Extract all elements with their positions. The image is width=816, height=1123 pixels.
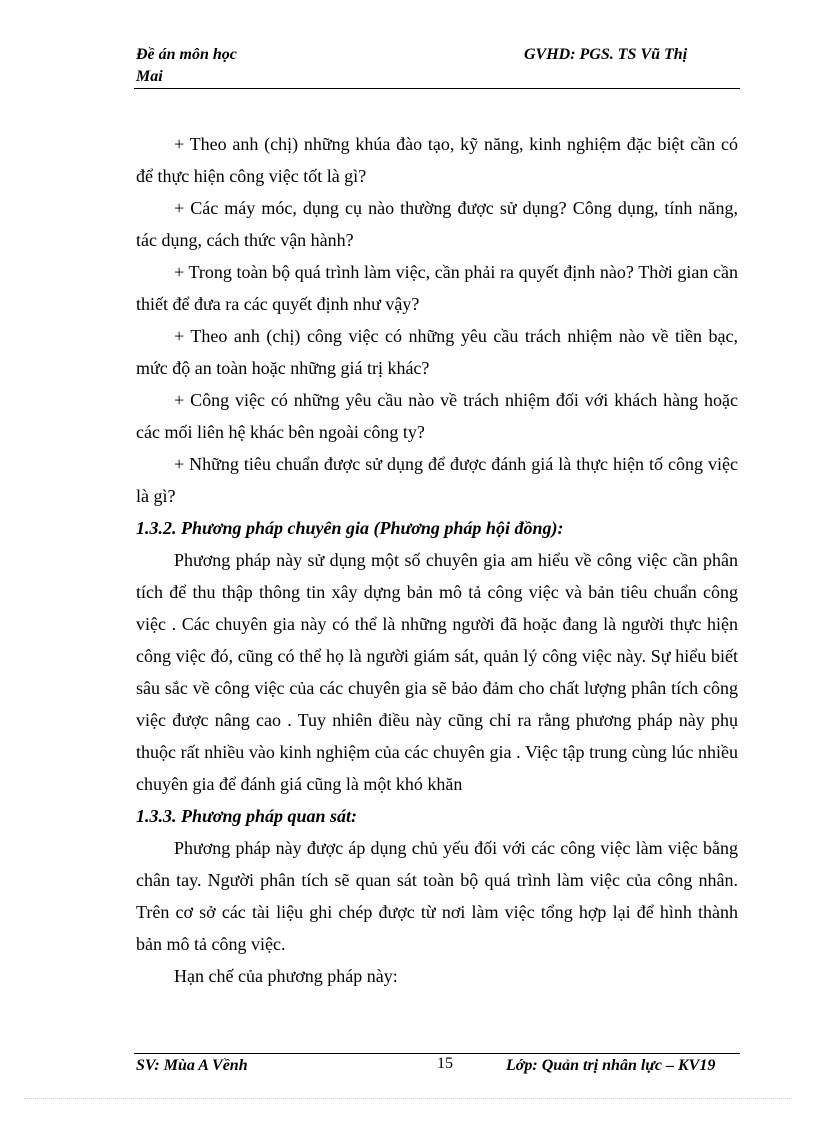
paragraph-expert-method: Phương pháp này sử dụng một số chuyên gia am hiểu về công việc cần phân tích để thu thập thông tin xây dựng bản mô tả công việc và bản tiêu chuẩn công việc . Các chuyên gia này có thể là những người đã hoặc đang là người thực hiện công việc đó, cũng có thể họ là người giám sát, quản lý công việc này. Sự hiểu biết sâu sắc về công việc của các chuyên gia sẽ bảo đảm cho chất lượng phân tích công việc được nâng cao . Tuy nhiên điều này cũng chỉ ra rằng phương pháp này phụ thuộc rất nhiều vào kinh nghiệm của các chuyên gia . Việc tập trung cùng lúc nhiều chuyên gia để đánh giá cũng là một khó khăn [136,550,738,794]
header-supervisor-name-continued: Mai [136,68,163,85]
paragraph-observation-method: Phương pháp này được áp dụng chủ yếu đối với các công việc làm việc bằng chân tay. Người phân tích sẽ quan sát toàn bộ quá trình làm việc của công nhân. Trên cơ sở các tài liệu ghi chép được từ nơi làm việc tổng hợp lại để hình thành bản mô tả công việc. [136,838,738,954]
paragraph-question-training: + Theo anh (chị) những khúa đào tạo, kỹ năng, kinh nghiệm đặc biệt cần có để thực hiện công việc tốt là gì? [136,134,738,186]
section-heading-observation-method: 1.3.3. Phương pháp quan sát: [136,806,357,826]
header-course-title: Đề án môn học [136,46,237,63]
paragraph-question-equipment: + Các máy móc, dụng cụ nào thường được sử dụng? Công dụng, tính năng, tác dụng, cách thức vận hành? [136,198,738,250]
paragraph-question-customers: + Công việc có những yêu cầu nào về trách nhiệm đối với khách hàng hoặc các mối liên hệ khác bên ngoài công ty? [136,390,738,442]
header-supervisor: GVHD: PGS. TS Vũ Thị [524,46,688,63]
header-divider [134,88,740,89]
section-heading-expert-method: 1.3.2. Phương pháp chuyên gia (Phương pháp hội đồng): [136,518,564,538]
page-bottom-dotted-line [24,1098,792,1099]
document-body [136,128,738,992]
footer-student: SV: Mùa A Vềnh [136,1057,248,1074]
paragraph-question-decisions: + Trong toàn bộ quá trình làm việc, cần phải ra quyết định nào? Thời gian cần thiết để đưa ra các quyết định như vậy? [136,262,738,314]
footer-class: Lớp: Quản trị nhân lực – KV19 [506,1057,716,1074]
page-number: 15 [437,1055,453,1072]
paragraph-limitations: Hạn chế của phương pháp này: [174,966,398,986]
footer-divider [134,1053,740,1054]
paragraph-question-standards: + Những tiêu chuẩn được sử dụng để được đánh giá là thực hiện tố công việc là gì? [136,454,738,506]
paragraph-question-responsibility: + Theo anh (chị) công việc có những yêu cầu trách nhiệm nào về tiền bạc, mức độ an toàn hoặc những giá trị khác? [136,326,738,378]
